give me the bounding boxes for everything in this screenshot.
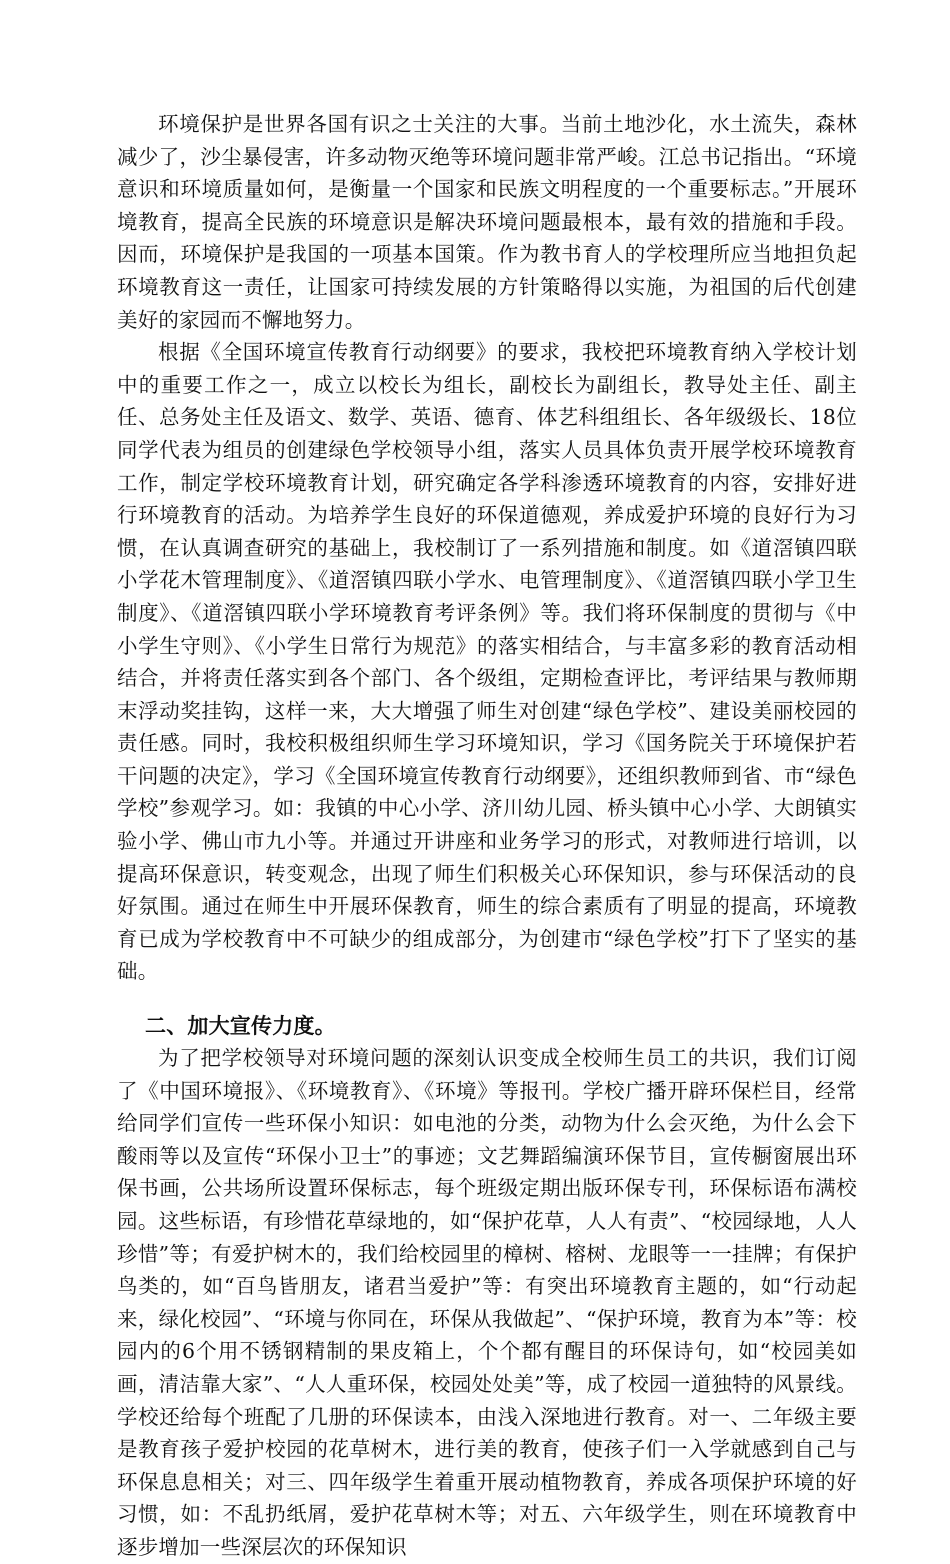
paragraph-intro: 环境保护是世界各国有识之士关注的大事。当前土地沙化，水土流失，森林减少了，沙尘暴侵害，许多动物灭绝等环境问题非常严峻。江总书记指出。“环境意识和环境质量如何，是衡量一个国家和民族文明程度的一个重要标志。”开展环境教育，提高全民族的环境意识是解决环境问题最根本，最有效的措施和手段。因而，环境保护是我国的一项基本国策。作为教书育人的学校理所应当地担负起环境教育这一责任，让国家可持续发展的方针策略得以实施，为祖国的后代创建美好的家园而不懈地努力。 — [117, 112, 857, 332]
section-heading: 二、加大宣传力度。 — [145, 1014, 336, 1039]
document-body — [117, 108, 857, 1564]
paragraph-publicity: 为了把学校领导对环境问题的深刻认识变成全校师生员工的共识，我们订阅了《中国环境报》、《环境教育》、《环境》等报刊。学校广播开辟环保栏目，经常给同学们宣传一些环保小知识：如电池的分类，动物为什么会灭绝，为什么会下酸雨等以及宣传“环保小卫士”的事迹；文艺舞蹈编演环保节目，宣传橱窗展出环保书画，公共场所设置环保标志，每个班级定期出版环保专刊，环保标语布满校园。这些标语，有珍惜花草绿地的，如“保护花草，人人有责”、“校园绿地，人人珍惜”等；有爱护树木的，我们给校园里的樟树、榕树、龙眼等一一挂牌；有保护鸟类的，如“百鸟皆朋友，诸君当爱护”等：有突出环境教育主题的，如“行动起来，绿化校园”、“环境与你同在，环保从我做起”、“保护环境，教育为本”等：校园内的6个用不锈钢精制的果皮箱上，个个都有醒目的环保诗句，如“校园美如画，清洁靠大家”、“人人重环保，校园处处美”等，成了校园一道独特的风景线。学校还给每个班配了几册的环保读本，由浅入深地进行教育。对一、二年级主要是教育孩子爱护校园的花草树木，进行美的教育，使孩子们一入学就感到自己与环保息息相关；对三、四年级学生着重开展动植物教育，养成各项保护环境的好习惯，如：不乱扔纸屑，爱护花草树木等；对五、六年级学生，则在环境教育中逐步增加一些深层次的环保知识 — [117, 1046, 857, 1559]
paragraph-organization: 根据《全国环境宣传教育行动纲要》的要求，我校把环境教育纳入学校计划中的重要工作之一，成立以校长为组长，副校长为副组长，教导处主任、副主任、总务处主任及语文、数学、英语、德育、体艺科组组长、各年级级长、18位同学代表为组员的创建绿色学校领导小组，落实人员具体负责开展学校环境教育工作，制定学校环境教育计划，研究确定各学科渗透环境教育的内容，安排好进行环境教育的活动。为培养学生良好的环保道德观，养成爱护环境的良好行为习惯，在认真调查研究的基础上，我校制订了一系列措施和制度。如《道滘镇四联小学花木管理制度》、《道滘镇四联小学水、电管理制度》、《道滘镇四联小学卫生制度》、《道滘镇四联小学环境教育考评条例》等。我们将环保制度的贯彻与《中小学生守则》、《小学生日常行为规范》的落实相结合，与丰富多彩的教育活动相结合，并将责任落实到各个部门、各个级组，定期检查评比，考评结果与教师期末浮动奖挂钩，这样一来，大大增强了师生对创建“绿色学校”、建设美丽校园的责任感。同时，我校积极组织师生学习环境知识，学习《国务院关于环境保护若干问题的决定》，学习《全国环境宣传教育行动纲要》，还组织教师到省、市“绿色学校”参观学习。如：我镇的中心小学、济川幼儿园、桥头镇中心小学、大朗镇实验小学、佛山市九小等。并通过开讲座和业务学习的形式，对教师进行培训，以提高环保意识，转变观念，出现了师生们积极关心环保知识，参与环保活动的良好氛围。通过在师生中开展环保教育，师生的综合素质有了明显的提高，环境教育已成为学校教育中不可缺少的组成部分，为创建市“绿色学校”打下了坚实的基础。 — [117, 340, 857, 984]
section-spacer — [117, 988, 857, 1010]
